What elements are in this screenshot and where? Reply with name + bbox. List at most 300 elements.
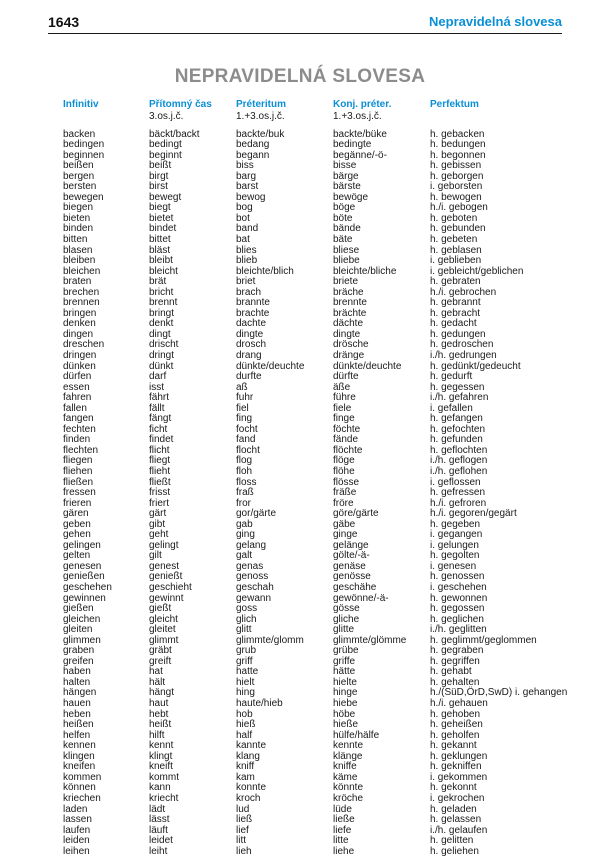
cell-perfect: h. geheißen (430, 719, 483, 731)
cell-preterite: briet (236, 276, 256, 288)
cell-present: glimmt (149, 634, 179, 646)
cell-subjunctive: grübe (333, 645, 359, 657)
cell-preterite: goss (236, 603, 258, 615)
cell-infinitive: essen (63, 381, 90, 393)
cell-present: kommt (149, 771, 179, 783)
cell-infinitive: fangen (63, 413, 94, 425)
cell-perfect: i./h. gelaufen (430, 824, 488, 836)
cell-preterite: gewann (236, 592, 272, 604)
cell-present: kriecht (149, 792, 179, 804)
cell-present: gießt (149, 603, 172, 615)
cell-preterite: blies (236, 244, 257, 256)
cell-preterite: biss (236, 160, 254, 172)
cell-preterite: fiel (236, 402, 249, 414)
cell-present: darf (149, 371, 167, 383)
cell-subjunctive: föchte (333, 423, 361, 435)
cell-subjunctive: brennte (333, 297, 367, 309)
cell-present: biegt (149, 202, 171, 214)
cell-preterite: floss (236, 476, 257, 488)
cell-present: fährt (149, 392, 170, 404)
cell-subjunctive: gölte/-ä- (333, 550, 370, 562)
cell-subjunctive: bräche (333, 286, 364, 298)
cell-perfect: h. gekonnt (430, 782, 477, 794)
cell-preterite: band (236, 223, 259, 235)
cell-preterite: dünkte/deuchte (236, 360, 305, 372)
cell-preterite: grub (236, 645, 257, 657)
cell-present: genest (149, 560, 180, 572)
cell-perfect: h. gehoben (430, 708, 481, 720)
cell-infinitive: lassen (63, 814, 92, 826)
cell-perfect: h. gedurft (430, 371, 473, 383)
cell-present: bindet (149, 223, 177, 235)
cell-perfect: i. geschehen (430, 582, 487, 594)
cell-preterite: genas (236, 560, 264, 572)
cell-infinitive: fallen (63, 402, 87, 414)
cell-subjunctive: dächte (333, 318, 364, 330)
cell-perfect: h. gefunden (430, 434, 483, 446)
cell-preterite: ließ (236, 814, 253, 826)
cell-perfect: h. gehalten (430, 676, 480, 688)
cell-perfect: i./h. gedrungen (430, 349, 497, 361)
cell-subjunctive: fröre (333, 497, 354, 509)
cell-preterite: lud (236, 803, 250, 815)
cell-infinitive: geschehen (63, 582, 112, 594)
cell-preterite: fand (236, 434, 256, 446)
cell-present: bietet (149, 212, 174, 224)
cell-infinitive: gleichen (63, 613, 101, 625)
cell-preterite: drang (236, 349, 262, 361)
cell-present: bittet (149, 233, 171, 245)
cell-preterite: barst (236, 181, 259, 193)
cell-subjunctive: drösche (333, 339, 369, 351)
cell-perfect: h./i. gebogen (430, 202, 488, 214)
cell-preterite: durfte (236, 371, 262, 383)
cell-preterite: drosch (236, 339, 267, 351)
cell-preterite: lief (236, 824, 249, 836)
column-header-infinitive: Infinitiv (63, 99, 99, 110)
cell-infinitive: graben (63, 645, 95, 657)
cell-subjunctive: griffe (333, 655, 356, 667)
cell-subjunctive: kniffe (333, 761, 357, 773)
cell-present: dringt (149, 349, 175, 361)
page-number: 1643 (48, 14, 80, 30)
cell-present: heißt (149, 719, 172, 731)
cell-preterite: glimmte/glomm (236, 634, 304, 646)
cell-perfect: i. gelungen (430, 539, 479, 551)
cell-infinitive: flechten (63, 444, 99, 456)
cell-preterite: bleichte/blich (236, 265, 294, 277)
cell-preterite: bedang (236, 139, 270, 151)
cell-subjunctive: dränge (333, 349, 365, 361)
cell-infinitive: fliehen (63, 466, 93, 477)
cell-preterite: glitt (236, 624, 252, 636)
cell-perfect: h./(SüD,ÖrD,SwD) i. gehangen (430, 687, 568, 699)
cell-perfect: i./h. geglitten (430, 624, 487, 636)
cell-subjunctive: liehe (333, 845, 355, 857)
cell-infinitive: gleiten (63, 624, 93, 636)
cell-perfect: h./i. gehauen (430, 698, 488, 710)
cell-present: birst (149, 181, 168, 193)
cell-perfect: h. gegraben (430, 645, 484, 657)
cell-perfect: h. geblasen (430, 244, 482, 256)
cell-infinitive: gewinnen (63, 592, 106, 604)
cell-subjunctive: finge (333, 413, 355, 425)
cell-infinitive: biegen (63, 202, 94, 214)
cell-infinitive: gelingen (63, 539, 101, 551)
cell-present: bringt (149, 307, 175, 319)
cell-perfect: h. gebrannt (430, 297, 481, 309)
cell-infinitive: bieten (63, 212, 91, 224)
column-subheader-subjunctive: 1.+3.os.j.č. (333, 111, 382, 122)
cell-present: hängt (149, 687, 175, 699)
cell-subjunctive: hülfe/hälfe (333, 729, 380, 741)
column-header-present: Přítomný čas (149, 99, 212, 110)
cell-preterite: litt (236, 835, 246, 847)
cell-infinitive: denken (63, 318, 96, 330)
cell-infinitive: leihen (63, 845, 90, 857)
cell-perfect: h. gedünkt/gedeucht (430, 360, 521, 372)
cell-perfect: h. gegossen (430, 603, 485, 615)
cell-perfect: h. gekannt (430, 740, 477, 752)
cell-present: kennt (149, 740, 174, 752)
cell-subjunctive: lüde (333, 803, 352, 815)
column-perfect (430, 130, 567, 858)
cell-perfect: h. gebraten (430, 276, 481, 288)
cell-subjunctive: könnte (333, 782, 364, 794)
cell-subjunctive: genäse (333, 560, 366, 572)
cell-perfect: h. gedacht (430, 318, 477, 330)
cell-subjunctive: dürfte (333, 371, 359, 383)
cell-preterite: klang (236, 750, 260, 762)
cell-subjunctive: geschähe (333, 582, 377, 594)
cell-preterite: aß (236, 381, 248, 393)
cell-perfect: i. gefallen (430, 402, 473, 414)
cell-perfect: i./h. gefahren (430, 392, 489, 404)
cell-preterite: lieh (236, 845, 252, 857)
cell-subjunctive: flöhe (333, 466, 355, 477)
cell-present: beißt (149, 160, 172, 172)
cell-perfect: i. gekrochen (430, 792, 485, 804)
cell-preterite: hing (236, 687, 255, 699)
column-present (149, 130, 200, 858)
cell-subjunctive: gliche (333, 613, 360, 625)
cell-present: genießt (149, 571, 183, 583)
cell-present: gewinnt (149, 592, 184, 604)
cell-present: gleitet (149, 624, 176, 636)
cell-infinitive: kneifen (63, 761, 96, 773)
cell-subjunctive: bäte (333, 233, 353, 245)
cell-preterite: griff (236, 655, 253, 667)
cell-perfect: i. geflossen (430, 476, 481, 488)
cell-infinitive: hängen (63, 687, 97, 699)
cell-perfect: i. gebleicht/geblichen (430, 265, 524, 277)
cell-subjunctive: briete (333, 276, 359, 288)
cell-infinitive: dünken (63, 360, 96, 372)
cell-infinitive: gären (63, 508, 89, 520)
cell-infinitive: genesen (63, 560, 102, 572)
cell-infinitive: bedingen (63, 139, 105, 151)
cell-perfect: h./i. gebrochen (430, 286, 497, 298)
cell-infinitive: bergen (63, 170, 95, 182)
cell-infinitive: bersten (63, 181, 97, 193)
cell-present: flieht (149, 466, 171, 477)
cell-perfect: h./i. gefroren (430, 497, 487, 509)
cell-perfect: h. gewonnen (430, 592, 488, 604)
cell-subjunctive: ginge (333, 529, 358, 541)
cell-perfect: h. geklungen (430, 750, 488, 762)
cell-subjunctive: flöchte (333, 444, 363, 456)
cell-present: bedingt (149, 139, 182, 151)
cell-preterite: bog (236, 202, 253, 214)
cell-subjunctive: liefe (333, 824, 352, 836)
cell-preterite: bewog (236, 191, 266, 203)
cell-infinitive: kommen (63, 771, 102, 783)
cell-perfect: h. gedungen (430, 328, 486, 340)
header-rule (48, 33, 562, 34)
cell-present: frisst (149, 487, 171, 499)
cell-subjunctive: flösse (333, 476, 360, 488)
cell-preterite: fing (236, 413, 253, 425)
cell-subjunctive: klänge (333, 750, 363, 762)
cell-perfect: h. geflochten (430, 444, 488, 456)
cell-present: greift (149, 655, 172, 667)
cell-present: bewegt (149, 191, 182, 203)
cell-present: friert (149, 497, 169, 509)
cell-present: gilt (149, 550, 162, 562)
cell-subjunctive: böte (333, 212, 353, 224)
cell-infinitive: helfen (63, 729, 91, 741)
cell-perfect: h. bewogen (430, 191, 482, 203)
cell-preterite: geschah (236, 582, 274, 594)
cell-infinitive: laden (63, 803, 88, 815)
cell-infinitive: gießen (63, 603, 94, 615)
cell-infinitive: bleiben (63, 255, 96, 267)
running-title: Nepravidelná slovesa (429, 14, 562, 29)
cell-perfect: h. gegolten (430, 550, 480, 562)
cell-infinitive: haben (63, 666, 91, 678)
cell-present: fließt (149, 476, 171, 488)
cell-preterite: brannte (236, 297, 270, 309)
cell-perfect: h. gegeben (430, 518, 481, 530)
cell-subjunctive: äße (333, 381, 351, 393)
cell-infinitive: bewegen (63, 191, 104, 203)
cell-subjunctive: hiebe (333, 698, 358, 710)
cell-present: klingt (149, 750, 173, 762)
cell-present: kann (149, 782, 171, 794)
cell-present: läuft (149, 824, 168, 836)
cell-infinitive: beginnen (63, 149, 105, 161)
cell-present: bricht (149, 286, 174, 298)
cell-present: geht (149, 529, 169, 541)
column-header-subjunctive: Konj. préter. (333, 99, 392, 110)
cell-preterite: fror (236, 497, 251, 509)
cell-infinitive: leiden (63, 835, 90, 847)
cell-subjunctive: fände (333, 434, 359, 446)
cell-preterite: brachte (236, 307, 270, 319)
cell-present: fängt (149, 413, 172, 425)
cell-infinitive: brennen (63, 297, 100, 309)
cell-perfect: h. genossen (430, 571, 485, 583)
column-header-perfect: Perfektum (430, 99, 479, 110)
cell-present: leidet (149, 835, 173, 847)
cell-infinitive: greifen (63, 655, 94, 667)
cell-present: drischt (149, 339, 179, 351)
cell-infinitive: fechten (63, 423, 96, 435)
cell-preterite: gelang (236, 539, 267, 551)
cell-present: fällt (149, 402, 165, 414)
cell-present: gärt (149, 508, 167, 520)
cell-subjunctive: fiele (333, 402, 352, 414)
cell-perfect: i. geblieben (430, 255, 482, 267)
cell-preterite: hatte (236, 666, 259, 678)
cell-preterite: kroch (236, 792, 261, 804)
cell-subjunctive: bleichte/bliche (333, 265, 397, 277)
cell-infinitive: bitten (63, 233, 88, 245)
cell-subjunctive: böge (333, 202, 356, 214)
cell-present: bleicht (149, 265, 178, 277)
cell-preterite: focht (236, 423, 258, 435)
cell-present: ficht (149, 423, 168, 435)
cell-subjunctive: gösse (333, 603, 360, 615)
cell-infinitive: klingen (63, 750, 95, 762)
cell-subjunctive: bärge (333, 170, 359, 182)
cell-present: dingt (149, 328, 171, 340)
cell-perfect: h./i. gegoren/gegärt (430, 508, 517, 520)
cell-infinitive: bringen (63, 307, 97, 319)
cell-preterite: barg (236, 170, 257, 182)
cell-present: isst (149, 381, 164, 393)
cell-subjunctive: kröche (333, 792, 364, 804)
cell-present: bäckt/backt (149, 128, 200, 140)
cell-perfect: h. gelassen (430, 814, 482, 826)
cell-infinitive: finden (63, 434, 91, 446)
cell-present: dünkt (149, 360, 174, 372)
cell-subjunctive: bewöge (333, 191, 369, 203)
cell-perfect: i./h. geflohen (430, 466, 488, 477)
cell-preterite: half (236, 729, 253, 741)
cell-infinitive: dürfen (63, 371, 92, 383)
cell-subjunctive: litte (333, 835, 349, 847)
cell-subjunctive: bliese (333, 244, 360, 256)
cell-infinitive: fahren (63, 392, 92, 404)
page-header (48, 14, 562, 34)
cell-subjunctive: glimmte/glömme (333, 634, 407, 646)
cell-perfect: h. geglichen (430, 613, 484, 625)
cell-subjunctive: dünkte/deuchte (333, 360, 402, 372)
cell-subjunctive: hätte (333, 666, 356, 678)
cell-present: lässt (149, 814, 170, 826)
cell-present: birgt (149, 170, 169, 182)
cell-perfect: h. geborgen (430, 170, 484, 182)
page-title: NEPRAVIDELNÁ SLOVESA (174, 66, 426, 87)
cell-perfect: i./h. geflogen (430, 455, 488, 467)
cell-present: gleicht (149, 613, 178, 625)
cell-perfect: h. begonnen (430, 149, 486, 161)
cell-preterite: genoss (236, 571, 269, 583)
cell-present: gräbt (149, 645, 172, 657)
cell-perfect: h. gegessen (430, 381, 485, 393)
cell-infinitive: dreschen (63, 339, 105, 351)
cell-present: gibt (149, 518, 166, 530)
cell-subjunctive: höbe (333, 708, 356, 720)
column-infinitive (63, 130, 112, 858)
cell-perfect: h. gefochten (430, 423, 486, 435)
cell-preterite: flog (236, 455, 253, 467)
cell-present: kneift (149, 761, 173, 773)
cell-subjunctive: dingte (333, 328, 361, 340)
cell-infinitive: bleichen (63, 265, 101, 277)
cell-preterite: backte/buk (236, 128, 285, 140)
cell-perfect: h. gegriffen (430, 655, 480, 667)
cell-subjunctive: fräße (333, 487, 357, 499)
cell-present: brät (149, 276, 167, 288)
cell-subjunctive: hieße (333, 719, 359, 731)
cell-preterite: glich (236, 613, 257, 625)
cell-present: flicht (149, 444, 170, 456)
cell-present: findet (149, 434, 174, 446)
cell-perfect: i. gegangen (430, 529, 483, 541)
cell-subjunctive: gäbe (333, 518, 356, 530)
cell-subjunctive: bliebe (333, 255, 360, 267)
cell-perfect: h. geglimmt/geglommen (430, 634, 537, 646)
cell-preterite: bot (236, 212, 250, 224)
cell-infinitive: laufen (63, 824, 91, 836)
cell-perfect: h. gehabt (430, 666, 472, 678)
cell-present: denkt (149, 318, 174, 330)
cell-present: hat (149, 666, 163, 678)
cell-preterite: dingte (236, 328, 264, 340)
cell-infinitive: fließen (63, 476, 94, 488)
cell-preterite: flocht (236, 444, 260, 456)
cell-infinitive: dingen (63, 328, 94, 340)
cell-preterite: hieß (236, 719, 256, 731)
column-header-preterite: Préteritum (236, 99, 287, 110)
cell-subjunctive: bände (333, 223, 361, 235)
cell-preterite: brach (236, 286, 262, 298)
cell-infinitive: heißen (63, 719, 94, 731)
cell-preterite: blieb (236, 255, 258, 267)
cell-preterite: hob (236, 708, 253, 720)
cell-perfect: h. gelitten (430, 835, 474, 847)
column-subjunctive (333, 130, 406, 858)
cell-infinitive: genießen (63, 571, 105, 583)
cell-subjunctive: gelänge (333, 539, 369, 551)
cell-present: bläst (149, 244, 171, 256)
cell-infinitive: geben (63, 518, 91, 530)
cell-preterite: kannte (236, 740, 267, 752)
cell-perfect: h. geboten (430, 212, 478, 224)
cell-present: hilft (149, 729, 165, 741)
cell-infinitive: fliegen (63, 455, 93, 467)
cell-subjunctive: begänne/-ö- (333, 149, 387, 161)
cell-infinitive: fressen (63, 487, 96, 499)
cell-present: geschieht (149, 582, 192, 594)
cell-preterite: konnte (236, 782, 267, 794)
cell-infinitive: beißen (63, 160, 94, 172)
cell-perfect: h. gebacken (430, 128, 485, 140)
cell-present: hebt (149, 708, 169, 720)
cell-subjunctive: käme (333, 771, 358, 783)
cell-preterite: galt (236, 550, 253, 562)
cell-present: gelingt (149, 539, 179, 551)
cell-subjunctive: flöge (333, 455, 355, 467)
cell-preterite: dachte (236, 318, 267, 330)
cell-subjunctive: bärste (333, 181, 361, 193)
cell-perfect: h. geholfen (430, 729, 480, 741)
cell-infinitive: können (63, 782, 96, 794)
cell-subjunctive: gewönne/-ä- (333, 592, 389, 604)
cell-subjunctive: backte/büke (333, 128, 387, 140)
